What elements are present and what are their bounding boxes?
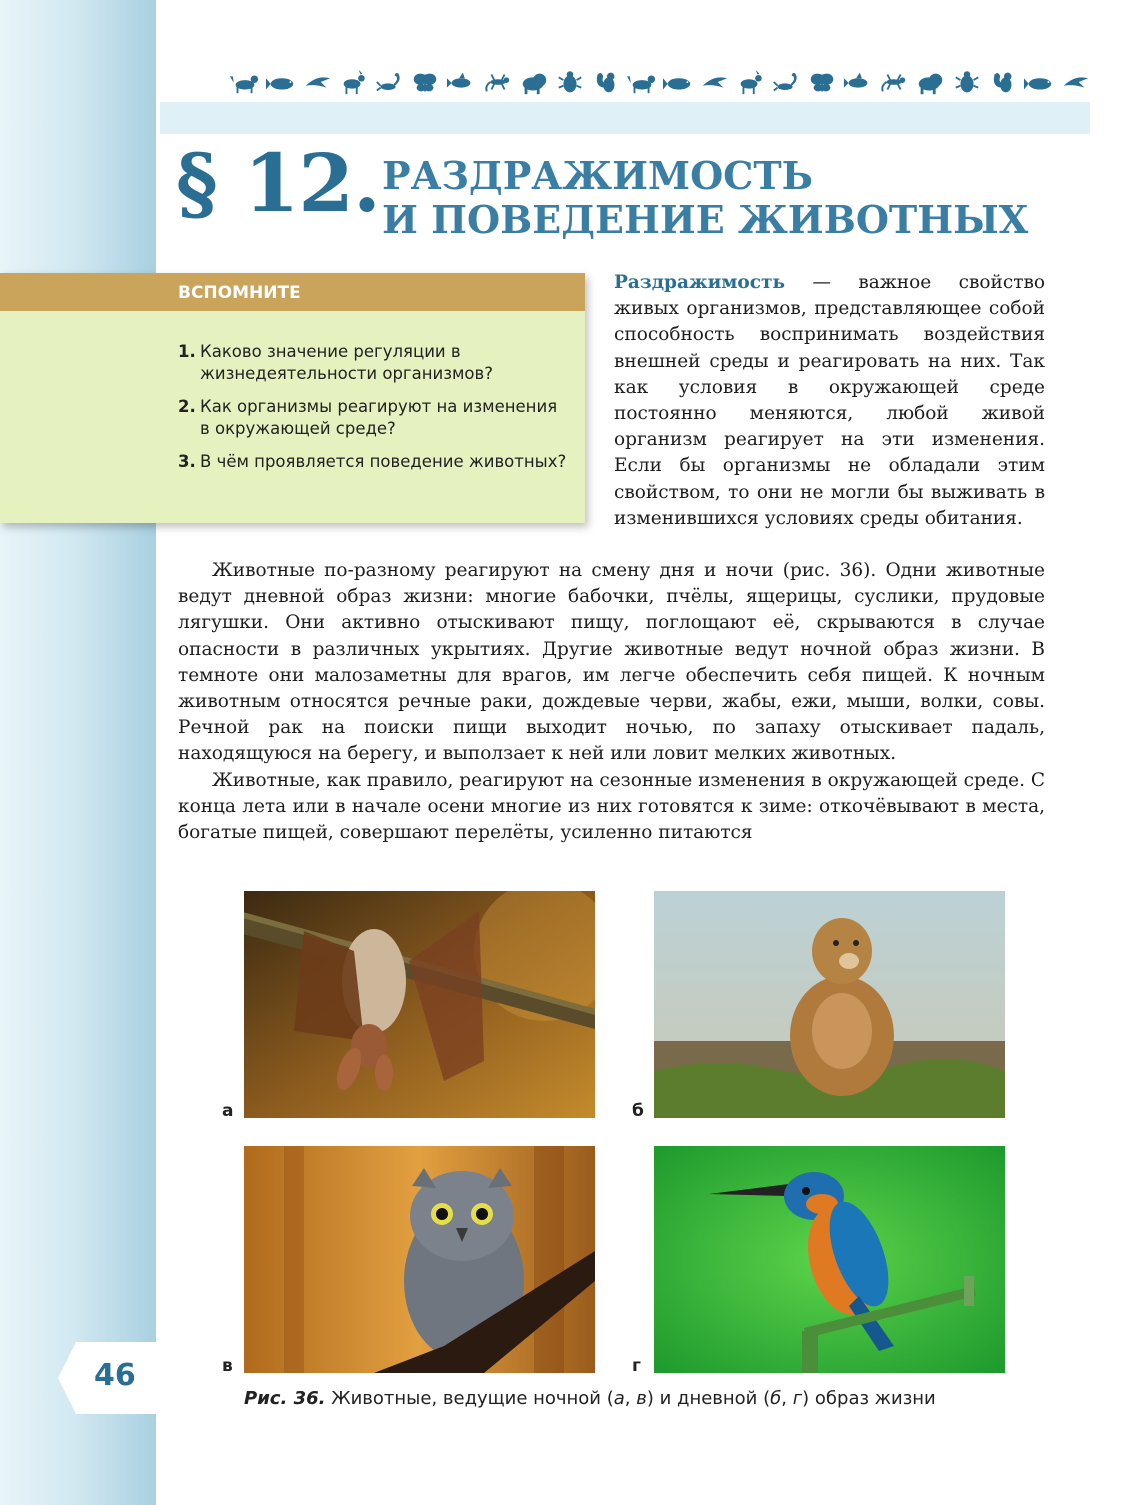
recall-questions [178, 341, 570, 484]
fish-icon [843, 68, 873, 96]
caption-label: Рис. 36. [244, 1388, 326, 1409]
caption-text-3: ) образ жизни [802, 1388, 936, 1409]
question-text: Как организмы реагируют на изменения в окружающей среде? [200, 397, 558, 438]
cat-icon [627, 68, 657, 96]
figure-letter-b: б [632, 1101, 644, 1121]
chapter-title-line2: И ПОВЕДЕНИЕ ЖИВОТНЫХ [382, 197, 1029, 242]
whale-icon [266, 68, 296, 96]
fish-icon [446, 68, 476, 96]
whale-icon [663, 68, 693, 96]
term-irritability: Раздражимость [614, 272, 786, 293]
recall-question [178, 396, 570, 440]
caption-text-1: Животные, ведущие ночной ( [325, 1388, 614, 1409]
photo-kingfisher [654, 1146, 1005, 1373]
butterfly-icon [807, 68, 837, 96]
intro-text: — важное свойство живых организмов, представляющее собой способность воспринимать воздействия внешней среды и реагировать на них. Так как условия в окружающей среде постоянно меняются, любой живой организм реагирует на эти изменения. Если бы организмы не обладали этим свойством, то они не могли бы выживать в изменившихся условиях среды обитания. [614, 272, 1045, 529]
figure-caption [244, 1388, 936, 1409]
figure-letter-a: а [222, 1101, 234, 1121]
caption-comma-1: , [624, 1388, 637, 1409]
chapter-title-line1: РАЗДРАЖИМОСТЬ [382, 153, 814, 198]
bird-icon [699, 68, 729, 96]
question-text: Каково значение регуляции в жизнедеятельности организмов? [200, 342, 494, 383]
page-number: 46 [94, 1358, 136, 1393]
recall-title: ВСПОМНИТЕ [178, 283, 301, 303]
photo-owl [244, 1146, 595, 1373]
lizard-icon [879, 68, 909, 96]
chapter-title [382, 154, 1028, 242]
side-strip [0, 0, 156, 1505]
question-number: 1. [178, 342, 196, 361]
main-text [178, 558, 1045, 846]
caption-text-2: ) и дневной ( [646, 1388, 771, 1409]
beetle-icon [555, 68, 585, 96]
caption-letter-b: б [770, 1388, 782, 1409]
animal-silhouette-row [230, 66, 1090, 98]
goat-icon [338, 68, 368, 96]
scorpion-icon [374, 68, 404, 96]
body-paragraph-1: Животные по-разному реагируют на смену дня и ночи (рис. 36). Одни животные ведут дневной образ жизни: многие бабочки, пчёлы, ящерицы, суслики, прудовые лягушки. Они активно отыскивают пищу, поглощают её, скрываются в случае опасности в различных укрытиях. Другие животные ведут ночной образ жизни. В темноте они малозаметны для врагов, им легче обеспечить себя пищей. К ночным животным относятся речные раки, дождевые черви, жабы, ежи, мыши, волки, совы. Речной рак на поиски пищи выходит ночью, по запаху отыскивает падаль, находящуюся на берегу, и выползает к ней или ловит мелких животных. [178, 560, 1045, 765]
caption-letter-a: а [613, 1388, 625, 1409]
goat-icon [735, 68, 765, 96]
question-number: 2. [178, 397, 196, 416]
photo-marmot [654, 891, 1005, 1118]
caption-letter-d: г [792, 1388, 803, 1409]
bison-icon [519, 68, 549, 96]
question-text: В чём проявляется поведение животных? [200, 452, 567, 471]
bison-icon [915, 68, 945, 96]
title-band [160, 102, 1090, 134]
squirrel-icon [988, 68, 1018, 96]
beetle-icon [952, 68, 982, 96]
figure-letter-d: г [632, 1356, 641, 1376]
caption-letter-c: в [636, 1388, 647, 1409]
recall-box [0, 273, 585, 523]
figure-letter-c: в [222, 1356, 233, 1376]
whale-icon [1024, 68, 1054, 96]
cat-icon [230, 68, 260, 96]
body-paragraph-2: Животные, как правило, реагируют на сезонные изменения в окружающей среде. С конца лета или в начале осени многие из них готовятся к зиме: откочёвывают в места, богатые пищей, совершают перелёты, усиленно питаются [178, 769, 1045, 844]
scorpion-icon [771, 68, 801, 96]
bird-icon [302, 68, 332, 96]
butterfly-icon [410, 68, 440, 96]
intro-paragraph [614, 270, 1045, 532]
photo-bat [244, 891, 595, 1118]
paragraph-number: § 12. [176, 136, 380, 230]
recall-question [178, 451, 570, 473]
caption-comma-2: , [781, 1388, 793, 1409]
question-number: 3. [178, 452, 196, 471]
lizard-icon [483, 68, 513, 96]
recall-question [178, 341, 570, 385]
squirrel-icon [591, 68, 621, 96]
bird-icon [1060, 68, 1090, 96]
